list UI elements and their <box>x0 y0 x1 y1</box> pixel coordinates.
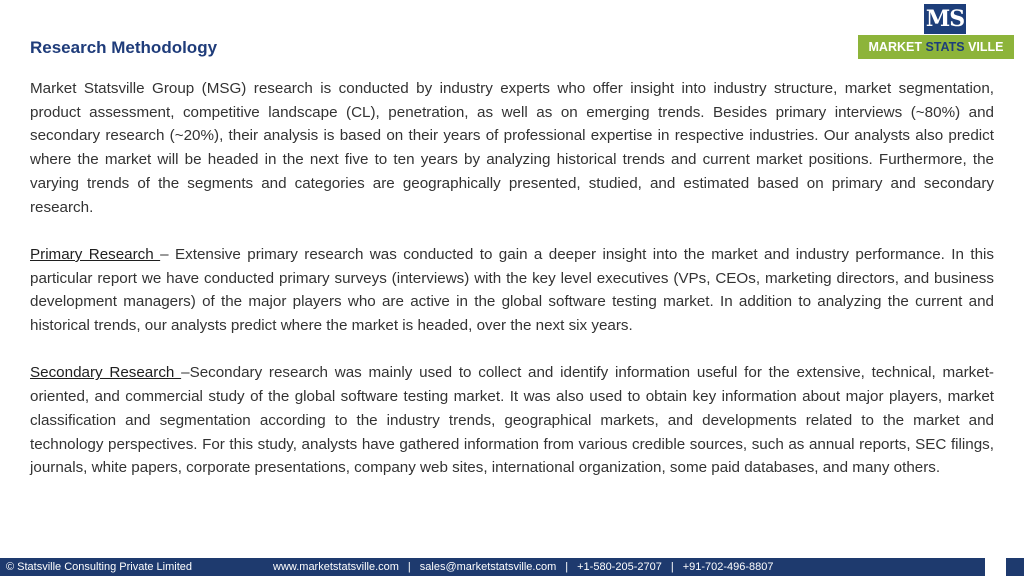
page-title: Research Methodology <box>30 38 218 57</box>
footer-separator: | <box>670 561 674 573</box>
logo-wordmark <box>858 35 1014 59</box>
logo-word-ville: VILLE <box>968 40 1004 54</box>
footer-separator: | <box>407 561 411 573</box>
footer-website-link[interactable]: www.marketstatsville.com <box>273 561 399 573</box>
company-logo <box>858 4 1014 60</box>
methodology-content <box>30 77 994 504</box>
footer-email-link[interactable]: sales@marketstatsville.com <box>419 561 557 573</box>
primary-research-heading: Primary Research <box>30 245 161 263</box>
footer-phone-1: +1-580-205-2707 <box>577 561 662 573</box>
footer-phone-2: +91-702-496-8807 <box>682 561 774 573</box>
footer-contact <box>273 558 774 576</box>
footer-copyright: © Statsville Consulting Private Limited <box>6 561 193 573</box>
logo-word-stats: STATS <box>925 40 965 54</box>
intro-paragraph: Market Statsville Group (MSG) research is conducted by industry experts who offer insight into industry structure, market segmentation, product assessment, competitive landscape (CL), penetration, as well as on emerging trends. Besides primary interviews (~80%) and secondary research (~20%), their analysis is based on their years of professional expertise in respective industries. Our analysts also predict where the market will be headed in the next five to ten years by analyzing historical trends and current market positions. Furthermore, the varying trends of the segments and categories are geographically presented, studied, and estimated based on primary and secondary research. <box>30 80 994 216</box>
primary-research-text: Extensive primary research was conducted to gain a deeper insight into the market and industry performance. In this particular report we have conducted primary surveys (interviews) with the key level executives (VPs, CEOs, marketing directors, and business development managers) of the major players who are active in the global software testing market. In addition to analyzing the current and historical trends, our analysts predict where the market is headed, over the next six years. <box>30 245 994 335</box>
footer-separator: | <box>565 561 569 573</box>
secondary-research-dash: – <box>181 364 190 382</box>
secondary-research-paragraph <box>30 361 994 480</box>
primary-research-dash: – <box>160 245 169 263</box>
footer-bar <box>0 558 1024 576</box>
logo-word-market: MARKET <box>868 40 922 54</box>
secondary-research-text: Secondary research was mainly used to collect and identify information useful for the extensive, technical, market-oriented, and commercial study of the global software testing market. It was also used to obtain key information about major players, market classification and segmentation according to the industry trends, geographical markets, and developments related to the market and technology perspectives. For this study, analysts have gathered information from various credible sources, such as annual reports, SEC filings, journals, white papers, corporate presentations, company web sites, international organization, some paid databases, and many others. <box>30 364 994 477</box>
logo-monogram: MS <box>925 6 965 32</box>
primary-research-paragraph <box>30 243 994 338</box>
footer-tab <box>985 558 1006 576</box>
secondary-research-heading: Secondary Research <box>30 364 182 382</box>
